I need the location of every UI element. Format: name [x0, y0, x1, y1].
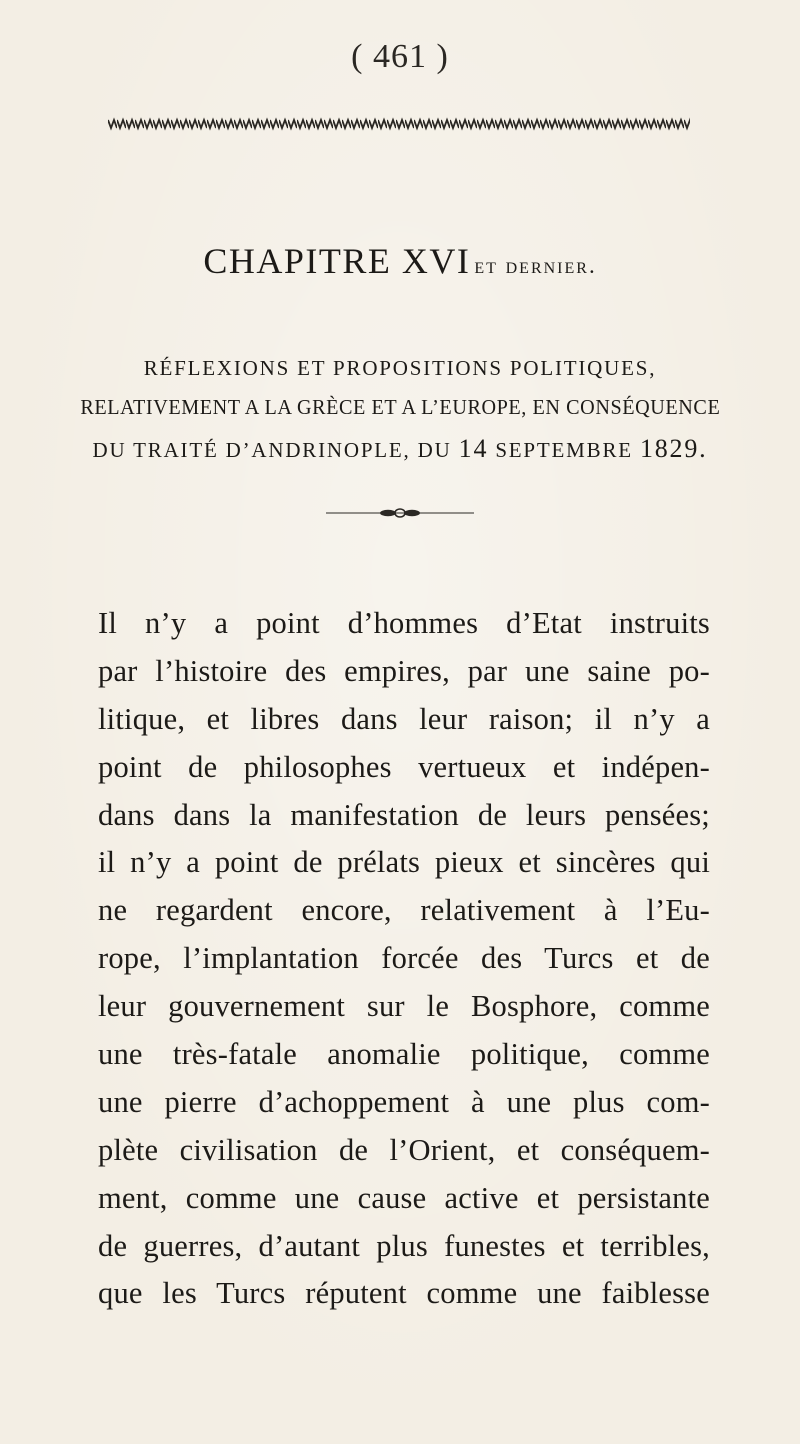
- text-line: une pierre d’achoppement à une plus com-: [98, 1084, 710, 1119]
- text-line: de guerres, d’autant plus funestes et terribles,: [98, 1228, 710, 1263]
- text-line: une très-fatale anomalie politique, comme: [98, 1037, 710, 1072]
- text-line: litique, et libres dans leur raison; il n’y a: [98, 701, 710, 736]
- chapter-title-tail: et dernier.: [474, 253, 597, 278]
- subtitle-text: DU TRAITÉ D’ANDRINOPLE, DU: [92, 438, 452, 462]
- chapter-title-main: CHAPITRE XVI: [203, 241, 471, 281]
- text-line: point de philosophes vertueux et indépen-: [98, 749, 710, 784]
- text-line: que les Turcs réputent comme une faiblesse: [98, 1276, 710, 1311]
- text-line: dans dans la manifestation de leurs pensées;: [98, 797, 710, 832]
- page-number: ( 461 ): [351, 38, 449, 75]
- chapter-subtitle-line-2: [0, 395, 800, 420]
- text-line: Il n’y a point d’hommes d’Etat instruits: [98, 606, 710, 640]
- text-line: il n’y a point de prélats pieux et sincères qui: [98, 845, 710, 880]
- chapter-subtitle-line-3: [0, 434, 800, 464]
- text-line: ne regardent encore, relativement à l’Eu-: [98, 893, 710, 928]
- text-line: rope, l’implantation forcée des Turcs et de: [98, 941, 710, 976]
- text-line: par l’histoire des empires, par une saine po-: [98, 653, 710, 688]
- subtitle-text: RELATIVEMENT A LA GRÈCE ET A L’EUROPE, EN CONSÉQUENCE: [80, 395, 720, 419]
- subtitle-year: 1829.: [639, 434, 708, 463]
- section-divider: [326, 508, 474, 518]
- subtitle-month: SEPTEMBRE: [495, 438, 633, 462]
- subtitle-text: RÉFLEXIONS ET PROPOSITIONS POLITIQUES,: [143, 356, 657, 380]
- ornamental-rule: [108, 117, 690, 131]
- text-line: ment, comme une cause active et persistante: [98, 1180, 710, 1215]
- text-line: plète civilisation de l’Orient, et conséquem-: [98, 1132, 710, 1167]
- chapter-title: [0, 240, 800, 282]
- subtitle-day: 14: [458, 434, 489, 463]
- body-paragraph: [98, 600, 710, 1318]
- chapter-subtitle-line-1: [0, 356, 800, 381]
- text-line: leur gouvernement sur le Bosphore, comme: [98, 989, 710, 1024]
